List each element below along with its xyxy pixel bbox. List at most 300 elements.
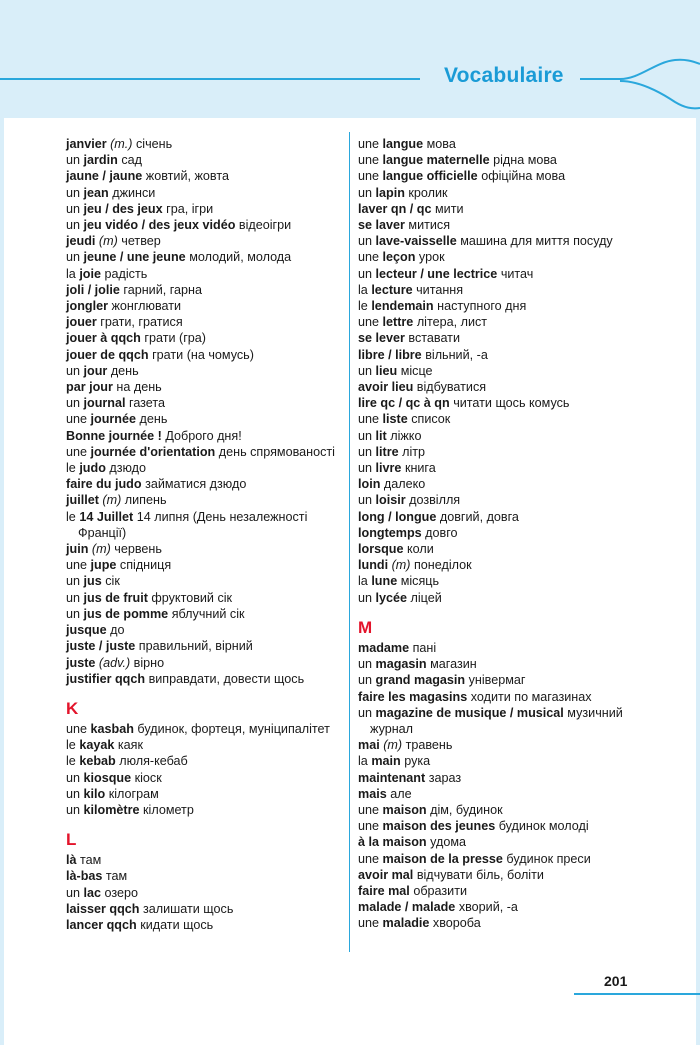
- entry-article: un: [66, 770, 84, 785]
- entry-translation: будинок молоді: [498, 819, 589, 834]
- entry-term: mais: [358, 786, 387, 801]
- entry-term: là: [66, 853, 77, 868]
- entry-term: à la maison: [358, 835, 427, 850]
- vocabulary-entry: [358, 656, 658, 672]
- entry-article: un: [66, 250, 84, 265]
- vocabulary-entry: [358, 233, 658, 249]
- vocabulary-entry: [358, 672, 658, 688]
- entry-term: jaune / jaune: [66, 169, 143, 184]
- entry-translation: довго: [425, 525, 458, 540]
- entry-translation: каяк: [117, 738, 143, 753]
- vocabulary-entry: [66, 770, 342, 786]
- entry-article: un: [66, 363, 84, 378]
- entry-translation: липень: [124, 493, 167, 508]
- entry-term: jeu / des jeux: [83, 201, 163, 216]
- vocabulary-entry: [66, 185, 342, 201]
- entry-translation: четвер: [121, 234, 161, 249]
- entry-term: justifier qqch: [66, 671, 146, 686]
- entry-term: kayak: [79, 738, 115, 753]
- vocabulary-entry: [358, 363, 658, 379]
- entry-translation: мова: [426, 137, 456, 151]
- entry-translation: хворий, -а: [458, 900, 518, 915]
- entry-translation: читання: [416, 282, 464, 297]
- entry-translation: виправдати, довести щось: [148, 671, 305, 686]
- vocabulary-entry: [358, 883, 658, 899]
- entry-term: juste: [66, 655, 96, 670]
- entry-translation: правильний, вірний: [138, 639, 253, 654]
- vocabulary-entry: [358, 915, 658, 931]
- vocabulary-entry: [66, 233, 342, 249]
- entry-term: juin: [66, 542, 89, 557]
- vocabulary-entry: [358, 201, 658, 217]
- vocabulary-entry: [66, 721, 342, 737]
- vocabulary-entry: [358, 557, 658, 573]
- entry-term: lire qc / qc à qn: [358, 396, 450, 411]
- entry-term: jouer: [66, 315, 97, 330]
- entry-translation: довгий, довга: [439, 509, 519, 524]
- entry-term: juste / juste: [66, 639, 136, 654]
- vocabulary-entry: [66, 476, 342, 492]
- vocabulary-entry: [358, 282, 658, 298]
- entry-term: jouer à qqch: [66, 331, 141, 346]
- vocabulary-entry: [358, 136, 658, 152]
- entry-translation: дзюдо: [109, 461, 147, 476]
- page-number: 201: [604, 973, 628, 989]
- entry-translation: хвороба: [432, 916, 481, 931]
- entry-term: faire les magasins: [358, 689, 468, 704]
- vocabulary-entry: [358, 168, 658, 184]
- vocabulary-entry: [358, 428, 658, 444]
- entry-article: une: [66, 721, 91, 736]
- entry-translation: читач: [500, 266, 534, 281]
- entry-term: long / longue: [358, 509, 437, 524]
- entry-translation: кидати щось: [140, 917, 214, 932]
- entry-term: lit: [375, 428, 387, 443]
- vocabulary-column-left: [66, 136, 342, 933]
- entry-translation: до: [110, 623, 125, 638]
- entry-translation: джинси: [112, 185, 156, 200]
- entry-translation: мити: [435, 201, 464, 216]
- entry-grammar: (m): [91, 542, 111, 557]
- entry-term: kasbah: [90, 721, 134, 736]
- entry-term: jus: [83, 574, 102, 589]
- entry-translation: місяць: [400, 574, 440, 589]
- vocabulary-entry: [358, 802, 658, 818]
- entry-term: magazine de musique / musical: [375, 705, 564, 720]
- entry-article: la: [358, 574, 372, 589]
- entry-translation: відбуватися: [416, 380, 487, 395]
- entry-term: lapin: [375, 185, 405, 200]
- entry-term: joli / jolie: [66, 282, 120, 297]
- vocabulary-entry: [358, 737, 658, 753]
- entry-article: un: [358, 705, 376, 720]
- entry-term: malade / malade: [358, 900, 456, 915]
- entry-article: le: [66, 509, 80, 524]
- vocabulary-entry: [66, 201, 342, 217]
- entry-article: un: [66, 218, 84, 233]
- vocabulary-entry: [66, 541, 342, 557]
- entry-term: lycée: [375, 590, 408, 605]
- vocabulary-entry: [358, 411, 658, 427]
- entry-grammar: (m): [383, 738, 403, 753]
- entry-translation: урок: [418, 250, 445, 265]
- vocabulary-entry: [66, 152, 342, 168]
- vocabulary-entry: [66, 136, 342, 152]
- entry-translation: жовтий, жовта: [145, 169, 229, 184]
- entry-term: langue: [382, 137, 424, 151]
- entry-article: une: [66, 444, 91, 459]
- vocabulary-entry: [358, 573, 658, 589]
- entry-translation: ліжко: [390, 428, 422, 443]
- vocabulary-entry: [358, 818, 658, 834]
- vocabulary-entry: [358, 753, 658, 769]
- entry-article: un: [358, 590, 376, 605]
- vocabulary-entry: [358, 395, 658, 411]
- entry-translation: місце: [400, 363, 433, 378]
- vocabulary-entry: [358, 217, 658, 233]
- entry-translation: машина для миття посуду: [460, 234, 613, 249]
- entry-translation: займатися дзюдо: [145, 477, 247, 492]
- vocabulary-entry: [358, 379, 658, 395]
- entry-translation: офіційна мова: [481, 169, 566, 184]
- vocabulary-entry: [358, 460, 658, 476]
- entry-term: janvier: [66, 137, 107, 151]
- entry-term: jongler: [66, 299, 108, 314]
- vocabulary-entry: [358, 689, 658, 705]
- vocabulary-entry: [66, 330, 342, 346]
- entry-article: un: [358, 428, 376, 443]
- vocabulary-entry: [66, 282, 342, 298]
- entry-term: journée: [90, 412, 137, 427]
- entry-term: kilomètre: [83, 802, 140, 817]
- entry-article: une: [358, 412, 383, 427]
- entry-translation: далеко: [383, 477, 426, 492]
- vocabulary-entry: [358, 152, 658, 168]
- entry-article: un: [66, 606, 84, 621]
- vocabulary-entry: [66, 266, 342, 282]
- entry-term: grand magasin: [375, 673, 466, 688]
- entry-translation: газета: [129, 396, 166, 411]
- entry-translation: день спрямованості: [218, 444, 335, 459]
- entry-translation: рука: [404, 754, 431, 769]
- entry-translation: кілометр: [143, 802, 194, 817]
- vocabulary-entry: [66, 622, 342, 638]
- vocabulary-entry: [358, 347, 658, 363]
- page-right-border: [696, 118, 700, 1045]
- vocabulary-entry: [358, 330, 658, 346]
- entry-article: la: [358, 282, 372, 297]
- entry-term: jusque: [66, 623, 107, 638]
- entry-translation: жонглювати: [111, 299, 182, 314]
- entry-term: journal: [83, 396, 126, 411]
- entry-article: un: [358, 673, 376, 688]
- entry-translation: вільний, -а: [425, 347, 488, 362]
- entry-translation: травень: [405, 738, 453, 753]
- vocabulary-entry: [66, 428, 342, 444]
- vocabulary-entry: [66, 885, 342, 901]
- entry-term: par jour: [66, 380, 113, 395]
- vocabulary-entry: [358, 770, 658, 786]
- vocabulary-entry: [66, 917, 342, 933]
- vocabulary-entry: [66, 492, 342, 508]
- entry-article: le: [66, 461, 80, 476]
- entry-article: un: [358, 461, 376, 476]
- entry-translation: книга: [404, 461, 436, 476]
- entry-term: là-bas: [66, 869, 103, 884]
- entry-term: libre / libre: [358, 347, 422, 362]
- entry-term: lundi: [358, 558, 389, 573]
- entry-translation: дім, будинок: [430, 802, 503, 817]
- entry-article: une: [358, 250, 383, 265]
- entry-translation: будинок, фортеця, муніципалітет: [137, 721, 330, 736]
- entry-translation: гарний, гарна: [123, 282, 203, 297]
- entry-article: un: [66, 590, 84, 605]
- entry-article: une: [66, 412, 91, 427]
- vocabulary-entry: [358, 492, 658, 508]
- vocabulary-entry: [358, 298, 658, 314]
- vocabulary-entry: [358, 266, 658, 282]
- column-divider: [349, 132, 350, 952]
- entry-translation: там: [80, 853, 102, 868]
- entry-term: lecture: [371, 282, 413, 297]
- entry-translation: залишати щось: [143, 901, 234, 916]
- entry-term: judo: [79, 461, 106, 476]
- entry-article: une: [358, 153, 383, 168]
- vocabulary-entry: [358, 705, 658, 737]
- entry-article: le: [66, 754, 80, 769]
- entry-term: kiosque: [83, 770, 132, 785]
- entry-translation: музичний журнал: [370, 705, 623, 736]
- entry-term: lune: [371, 574, 398, 589]
- vocabulary-entry: [66, 298, 342, 314]
- entry-translation: січень: [136, 137, 173, 151]
- entry-term: avoir lieu: [358, 380, 414, 395]
- entry-term: maladie: [382, 916, 430, 931]
- section-letter: K: [66, 698, 79, 718]
- entry-grammar: (m): [102, 493, 122, 508]
- entry-term: livre: [375, 461, 402, 476]
- entry-article: un: [66, 786, 84, 801]
- entry-translation: яблучний сік: [171, 606, 245, 621]
- vocabulary-entry: [66, 868, 342, 884]
- entry-article: un: [66, 885, 84, 900]
- entry-article: un: [66, 185, 84, 200]
- entry-term: lieu: [375, 363, 398, 378]
- header-rule: [0, 78, 420, 80]
- vocabulary-entry: [66, 606, 342, 622]
- entry-term: joie: [79, 266, 102, 281]
- entry-term: lancer qqch: [66, 917, 137, 932]
- section-letter: M: [358, 617, 373, 637]
- entry-translation: образити: [413, 883, 468, 898]
- entry-translation: день: [139, 412, 168, 427]
- vocabulary-entry: [66, 314, 342, 330]
- entry-term: longtemps: [358, 525, 422, 540]
- vocabulary-entry: [66, 249, 342, 265]
- entry-translation: коли: [407, 542, 434, 557]
- entry-translation: радість: [104, 266, 148, 281]
- vocabulary-entry: [66, 590, 342, 606]
- vocabulary-entry: [66, 411, 342, 427]
- entry-grammar: (m): [391, 558, 411, 573]
- entry-term: lendemain: [371, 299, 434, 314]
- entry-term: avoir mal: [358, 867, 414, 882]
- vocabulary-entry: [66, 753, 342, 769]
- entry-translation: але: [390, 786, 412, 801]
- entry-translation: вставати: [408, 331, 460, 346]
- section-letter: L: [66, 830, 77, 850]
- entry-translation: сік: [105, 574, 120, 589]
- vocabulary-entry: [66, 347, 342, 363]
- entry-term: lave-vaisselle: [375, 234, 457, 249]
- entry-term: jean: [83, 185, 109, 200]
- entry-term: jouer de qqch: [66, 347, 149, 362]
- entry-translation: рідна мова: [493, 153, 557, 168]
- entry-translation: дозвілля: [409, 493, 461, 508]
- entry-translation: удома: [430, 835, 467, 850]
- entry-article: une: [358, 819, 383, 834]
- entry-term: langue officielle: [382, 169, 478, 184]
- entry-article: un: [66, 396, 84, 411]
- entry-term: lac: [83, 885, 102, 900]
- entry-term: jeudi: [66, 234, 96, 249]
- entry-term: maison des jeunes: [382, 819, 496, 834]
- entry-translation: ліцей: [410, 590, 442, 605]
- entry-translation: читати щось комусь: [453, 396, 570, 411]
- entry-term: se lever: [358, 331, 405, 346]
- vocabulary-entry: [66, 655, 342, 671]
- entry-translation: список: [411, 412, 451, 427]
- entry-term: jeune / une jeune: [83, 250, 186, 265]
- entry-article: le: [66, 738, 80, 753]
- entry-translation: відчувати біль, боліти: [416, 867, 544, 882]
- entry-article: un: [66, 574, 84, 589]
- entry-translation: 14 липня (День незалежності Франції): [78, 509, 308, 540]
- entry-term: se laver: [358, 218, 405, 233]
- vocabulary-entry: [358, 476, 658, 492]
- vocabulary-entry: [358, 834, 658, 850]
- vocabulary-entry: [66, 509, 342, 541]
- vocabulary-entry: [66, 786, 342, 802]
- vocabulary-entry: [358, 867, 658, 883]
- vocabulary-entry: [358, 590, 658, 606]
- wave-decoration-icon: [580, 52, 700, 112]
- vocabulary-entry: [66, 852, 342, 868]
- entry-translation: молодий, молода: [189, 250, 292, 265]
- entry-translation: кіоск: [134, 770, 162, 785]
- entry-term: maison: [382, 802, 427, 817]
- entry-article: un: [66, 802, 84, 817]
- vocabulary-entry: [66, 573, 342, 589]
- entry-term: litre: [375, 444, 399, 459]
- entry-article: une: [358, 916, 383, 931]
- vocabulary-entry: [66, 395, 342, 411]
- vocabulary-entry: [358, 314, 658, 330]
- entry-translation: кролик: [408, 185, 448, 200]
- entry-translation: Доброго дня!: [165, 428, 242, 443]
- entry-article: un: [358, 493, 376, 508]
- entry-term: 14 Juillet: [79, 509, 134, 524]
- entry-grammar: (m.): [110, 137, 133, 151]
- entry-article: un: [358, 363, 376, 378]
- vocabulary-entry: [358, 640, 658, 656]
- entry-term: langue maternelle: [382, 153, 490, 168]
- entry-translation: понеділок: [413, 558, 472, 573]
- entry-article: le: [358, 299, 372, 314]
- entry-translation: літр: [402, 444, 426, 459]
- entry-term: lecteur / une lectrice: [375, 266, 498, 281]
- page-left-border: [0, 118, 4, 1045]
- entry-translation: будинок преси: [506, 851, 591, 866]
- vocabulary-entry: [66, 802, 342, 818]
- entry-term: jupe: [90, 558, 117, 573]
- vocabulary-entry: [66, 363, 342, 379]
- entry-article: la: [66, 266, 80, 281]
- entry-translation: пані: [412, 640, 437, 655]
- entry-term: faire du judo: [66, 477, 142, 492]
- entry-article: la: [358, 754, 372, 769]
- entry-term: leçon: [382, 250, 416, 265]
- entry-term: kebab: [79, 754, 116, 769]
- vocabulary-entry: [358, 899, 658, 915]
- entry-article: une: [358, 169, 383, 184]
- vocabulary-entry: [66, 737, 342, 753]
- entry-grammar: (adv.): [98, 655, 131, 670]
- entry-translation: гра, ігри: [166, 201, 214, 216]
- entry-translation: фруктовий сік: [151, 590, 233, 605]
- vocabulary-entry: [66, 217, 342, 233]
- entry-article: un: [358, 185, 376, 200]
- vocabulary-entry: [358, 851, 658, 867]
- entry-translation: вірно: [133, 655, 165, 670]
- vocabulary-entry: [66, 901, 342, 917]
- vocabulary-entry: [358, 525, 658, 541]
- entry-article: une: [358, 315, 383, 330]
- entry-term: jeu vidéo / des jeux vidéo: [83, 218, 236, 233]
- entry-term: laisser qqch: [66, 901, 140, 916]
- entry-translation: ходити по магазинах: [470, 689, 592, 704]
- entry-term: jus de pomme: [83, 606, 169, 621]
- entry-term: magasin: [375, 657, 427, 672]
- entry-translation: магазин: [430, 657, 477, 672]
- vocabulary-column-right: [358, 136, 658, 932]
- entry-article: un: [358, 266, 376, 281]
- entry-term: laver qn / qc: [358, 201, 432, 216]
- entry-term: madame: [358, 640, 410, 655]
- entry-translation: день: [110, 363, 139, 378]
- vocabulary-entry: [358, 444, 658, 460]
- entry-term: loisir: [375, 493, 406, 508]
- vocabulary-entry: [66, 379, 342, 395]
- entry-article: une: [358, 851, 383, 866]
- entry-translation: червень: [114, 542, 162, 557]
- entry-term: main: [371, 754, 401, 769]
- entry-article: un: [66, 153, 84, 168]
- vocabulary-entry: [66, 671, 342, 687]
- entry-term: journée d'orientation: [90, 444, 216, 459]
- entry-translation: сад: [121, 153, 142, 168]
- page-title: Vocabulaire: [444, 64, 564, 87]
- entry-term: Bonne journée !: [66, 428, 162, 443]
- entry-article: une: [358, 137, 383, 151]
- entry-article: un: [66, 201, 84, 216]
- vocabulary-entry: [358, 541, 658, 557]
- page-number-rule: [574, 993, 700, 995]
- entry-term: jour: [83, 363, 108, 378]
- entry-article: une: [66, 558, 91, 573]
- vocabulary-entry: [66, 444, 342, 460]
- entry-translation: грати (на чомусь): [152, 347, 254, 362]
